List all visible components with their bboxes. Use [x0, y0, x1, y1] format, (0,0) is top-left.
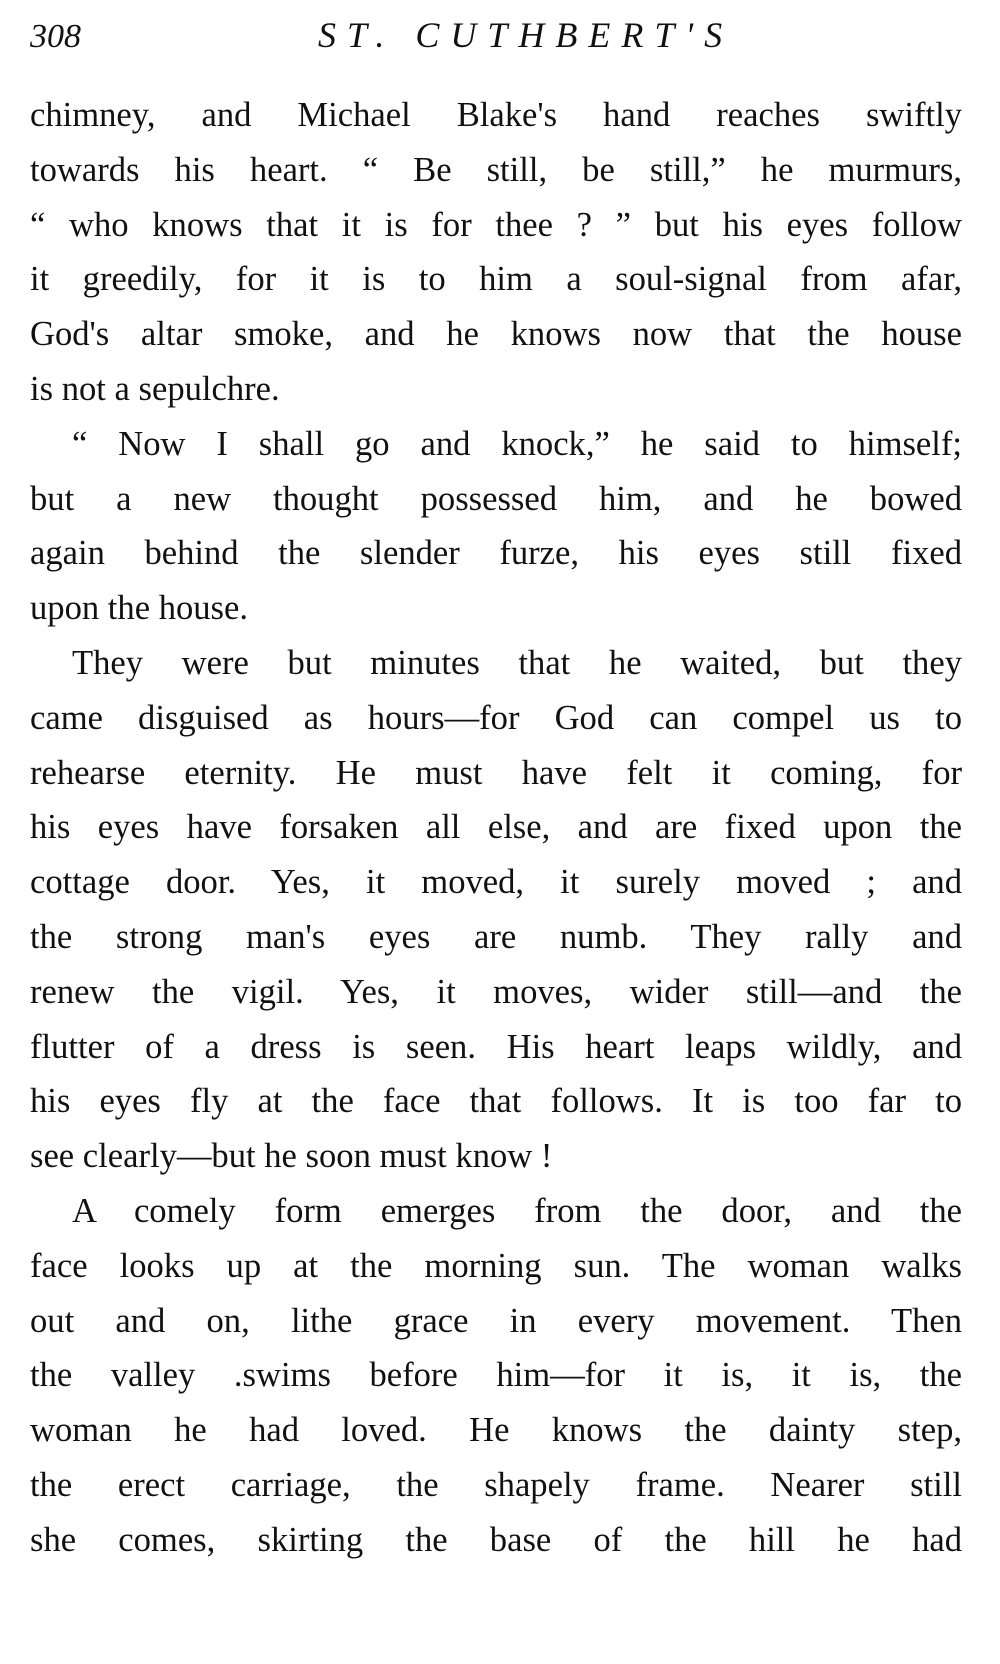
text-line: They were but minutes that he waited, but they	[72, 643, 962, 682]
paragraph	[30, 636, 962, 1184]
text-line: “ Now I shall go and knock,” he said to himself;	[72, 424, 962, 463]
text-line: again behind the slender furze, his eyes still fixed	[30, 534, 962, 573]
text-line: the erect carriage, the shapely frame. Nearer still	[30, 1465, 962, 1504]
text-line: it greedily, for it is to him a soul-signal from afar,	[30, 260, 962, 299]
running-head: ST. CUTHBERT'S	[318, 15, 734, 55]
text-line: his eyes fly at the face that follows. It is too far to	[30, 1082, 962, 1121]
text-line: A comely form emerges from the door, and the	[72, 1191, 962, 1230]
text-line: woman he had loved. He knows the dainty step,	[30, 1411, 962, 1450]
text-line: cottage door. Yes, it moved, it surely moved ; and	[30, 863, 962, 902]
text-line: “ who knows that it is for thee ? ” but his eyes follow	[30, 205, 962, 244]
body-text	[30, 88, 962, 1568]
text-line: flutter of a dress is seen. His heart leaps wildly, and	[30, 1027, 962, 1066]
text-line: rehearse eternity. He must have felt it coming, for	[30, 753, 962, 792]
text-line: but a new thought possessed him, and he bowed	[30, 479, 962, 518]
text-line: out and on, lithe grace in every movement. Then	[30, 1301, 962, 1340]
text-line: the valley .swims before him—for it is, it is, the	[30, 1356, 962, 1395]
text-line: God's altar smoke, and he knows now that the house	[30, 315, 962, 354]
page-header	[30, 14, 980, 64]
paragraph	[30, 417, 962, 636]
text-line: she comes, skirting the base of the hill he had	[30, 1520, 962, 1559]
page-number: 308	[30, 18, 81, 55]
text-line: came disguised as hours—for God can compel us to	[30, 698, 962, 737]
text-line: towards his heart. “ Be still, be still,” he murmurs,	[30, 150, 962, 189]
paragraph	[30, 88, 962, 417]
text-line: is not a sepulchre.	[30, 369, 280, 408]
text-line: face looks up at the morning sun. The woman walks	[30, 1246, 962, 1285]
text-line: see clearly—but he soon must know !	[30, 1137, 553, 1176]
text-line: the strong man's eyes are numb. They rally and	[30, 917, 962, 956]
paragraph	[30, 1184, 962, 1568]
text-line: upon the house.	[30, 589, 249, 628]
text-line: his eyes have forsaken all else, and are fixed upon the	[30, 808, 962, 847]
text-line: chimney, and Michael Blake's hand reaches swiftly	[30, 96, 962, 134]
text-line: renew the vigil. Yes, it moves, wider still—and the	[30, 972, 962, 1011]
